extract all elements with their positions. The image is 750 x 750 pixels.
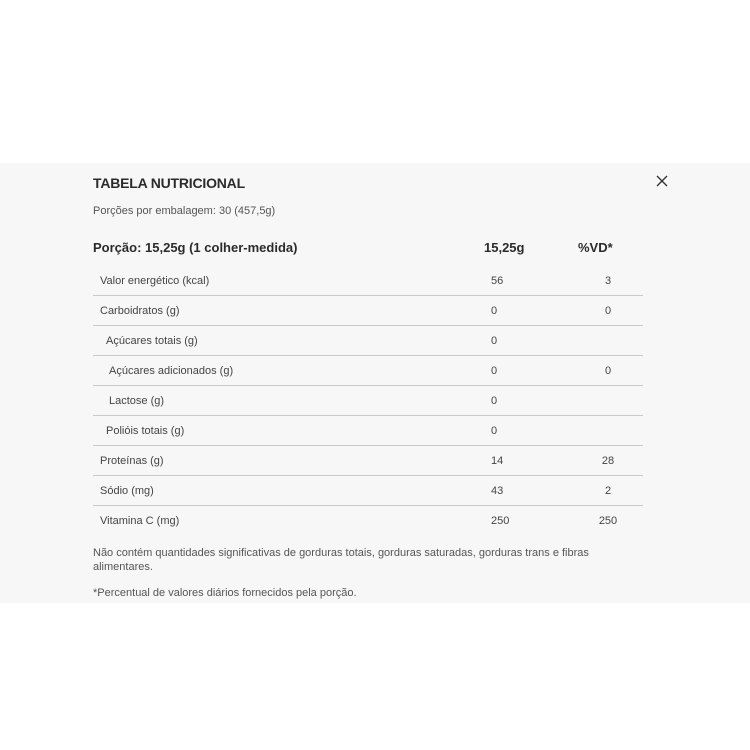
- nutrition-table: [93, 266, 643, 535]
- table-row: [93, 416, 643, 446]
- row-label: Valor energético (kcal): [100, 275, 210, 287]
- table-row: [93, 446, 643, 476]
- table-row: [93, 476, 643, 506]
- row-daily-value: 28: [601, 455, 615, 467]
- row-amount: 43: [491, 485, 504, 497]
- row-amount: 0: [491, 305, 498, 317]
- table-header: [93, 240, 643, 260]
- daily-value-footnote: *Percentual de valores diários fornecidos pela porção.: [93, 587, 357, 599]
- row-amount: 0: [491, 365, 498, 377]
- disclaimer-note: Não contém quantidades significativas de gorduras totais, gorduras saturadas, gorduras trans e fibras alimentares.: [93, 547, 589, 573]
- row-amount: 0: [491, 425, 498, 437]
- table-row: [93, 266, 643, 296]
- daily-value-header: %VD*: [578, 240, 613, 255]
- row-label: Açúcares totais (g): [106, 335, 198, 347]
- row-amount: 0: [491, 395, 498, 407]
- close-icon[interactable]: [654, 173, 670, 189]
- table-row: [93, 326, 643, 356]
- row-amount: 250: [491, 515, 510, 527]
- row-label: Polióis totais (g): [106, 425, 185, 437]
- row-label: Açúcares adicionados (g): [109, 365, 234, 377]
- nutrition-panel: [0, 163, 750, 603]
- row-daily-value: 0: [604, 305, 612, 317]
- row-label: Carboidratos (g): [100, 305, 180, 317]
- row-amount: 0: [491, 335, 498, 347]
- row-amount: 14: [491, 455, 504, 467]
- row-label: Lactose (g): [109, 395, 165, 407]
- portion-label: Porção: 15,25g (1 colher-medida): [93, 240, 298, 255]
- row-daily-value: 2: [604, 485, 612, 497]
- row-label: Sódio (mg): [100, 485, 154, 497]
- row-amount: 56: [491, 275, 504, 287]
- table-row: [93, 296, 643, 326]
- table-row: [93, 356, 643, 386]
- servings-per-package: Porções por embalagem: 30 (457,5g): [93, 205, 276, 217]
- portion-amount-header: 15,25g: [484, 240, 525, 255]
- row-daily-value: 3: [604, 275, 612, 287]
- row-daily-value: 250: [598, 515, 618, 527]
- row-label: Proteínas (g): [100, 455, 164, 467]
- panel-title: TABELA NUTRICIONAL: [93, 175, 245, 191]
- row-daily-value: 0: [604, 365, 612, 377]
- table-row: [93, 386, 643, 416]
- table-row: [93, 506, 643, 535]
- row-label: Vitamina C (mg): [100, 515, 180, 527]
